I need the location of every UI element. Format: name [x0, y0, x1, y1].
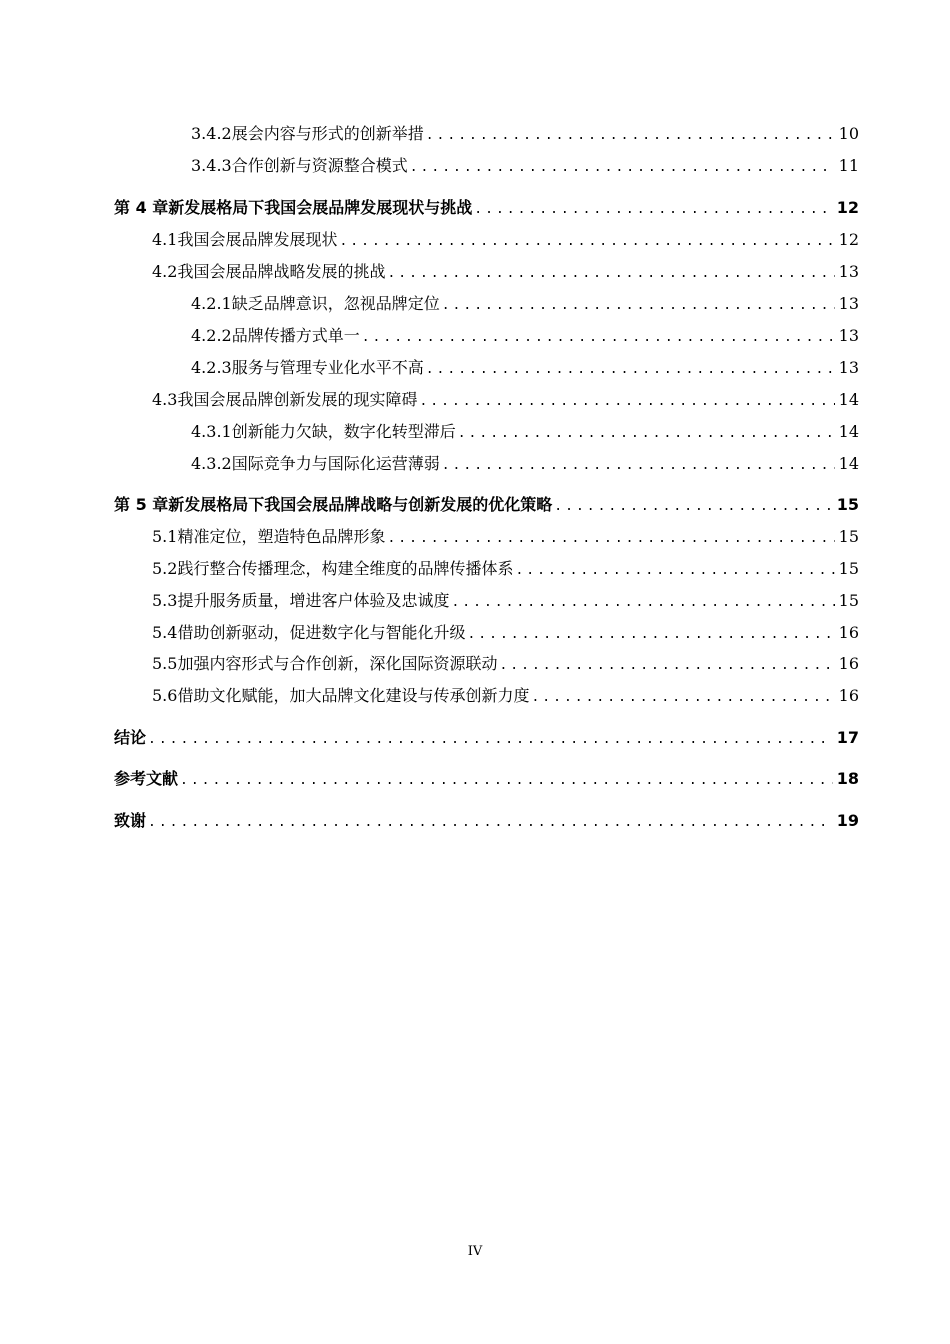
toc-title: 提升服务质量，增进客户体验及忠诚度	[177, 591, 450, 610]
toc-entry-chapter[interactable]	[114, 195, 859, 217]
toc-title: 品牌传播方式单一	[231, 326, 360, 345]
toc-number: 4.2.2	[191, 326, 232, 345]
toc-leader-dots	[499, 658, 834, 673]
toc-leader-dots	[515, 563, 834, 578]
toc-entry[interactable]	[152, 620, 859, 642]
toc-entry[interactable]	[191, 291, 859, 313]
toc-leader-dots	[554, 499, 832, 514]
toc-entry[interactable]	[191, 419, 859, 441]
toc-page-number: 15	[836, 495, 859, 514]
toc-page-number: 14	[838, 422, 859, 441]
toc-title: 展会内容与形式的创新举措	[231, 124, 424, 143]
toc-number: 5.2	[152, 559, 178, 578]
toc-page-number: 16	[838, 686, 859, 705]
toc-page-number: 17	[836, 728, 859, 747]
toc-title: 新发展格局下我国会展品牌发展现状与挑战	[168, 198, 473, 217]
toc-leader-dots	[531, 690, 834, 705]
toc-title: 借助文化赋能，加大品牌文化建设与传承创新力度	[177, 686, 530, 705]
toc-leader-dots	[387, 531, 834, 546]
toc-page-number: 15	[838, 591, 859, 610]
toc-title: 践行整合传播理念，构建全维度的品牌传播体系	[177, 559, 514, 578]
toc-number: 4.1	[152, 230, 178, 249]
toc-title: 合作创新与资源整合模式	[231, 156, 408, 175]
toc-title: 借助创新驱动，促进数字化与智能化升级	[177, 623, 466, 642]
toc-page-number: 11	[838, 156, 859, 175]
toc-number: 4.2.1	[191, 294, 232, 313]
toc-number: 3.4.3	[191, 156, 232, 175]
toc-page-number: 12	[838, 230, 859, 249]
toc-entry[interactable]	[191, 323, 859, 345]
toc-leader-dots	[474, 202, 832, 217]
toc-leader-dots	[442, 458, 835, 473]
toc-leader-dots	[410, 160, 835, 175]
toc-entry[interactable]	[191, 121, 859, 143]
toc-entry[interactable]	[152, 588, 859, 610]
toc-number: 5.3	[152, 591, 178, 610]
toc-leader-dots	[180, 773, 833, 788]
toc-leader-dots	[426, 128, 835, 143]
toc-leader-dots	[467, 627, 834, 642]
toc-title: 加强内容形式与合作创新，深化国际资源联动	[177, 654, 498, 673]
toc-entry[interactable]	[152, 259, 859, 281]
toc-page-number: 14	[838, 390, 859, 409]
toc-entry-acknowledgements[interactable]	[114, 808, 859, 830]
toc-number: 5.5	[152, 654, 178, 673]
toc-number: 4.3.2	[191, 454, 232, 473]
toc-number: 5.4	[152, 623, 178, 642]
toc-entry[interactable]	[152, 651, 859, 673]
toc-title: 致谢	[114, 811, 147, 830]
toc-number: 4.2	[152, 262, 178, 281]
toc-page-number: 16	[838, 654, 859, 673]
toc-page-number: 10	[838, 124, 859, 143]
toc-entry[interactable]	[191, 153, 859, 175]
toc-entry-references[interactable]	[114, 766, 859, 788]
toc-page-number: 19	[836, 811, 859, 830]
toc-page-number: 13	[838, 262, 859, 281]
toc-title: 参考文献	[114, 769, 179, 788]
toc-title: 国际竞争力与国际化运营薄弱	[231, 454, 440, 473]
toc-leader-dots	[458, 426, 835, 441]
toc-number: 5.1	[152, 527, 178, 546]
toc-leader-dots	[419, 394, 834, 409]
toc-entry[interactable]	[191, 451, 859, 473]
toc-page-number: 14	[838, 454, 859, 473]
toc-page-number: 15	[838, 527, 859, 546]
toc-page-number: 13	[838, 326, 859, 345]
toc-number: 4.3	[152, 390, 178, 409]
toc-page-number: 16	[838, 623, 859, 642]
toc-page-number: 15	[838, 559, 859, 578]
toc-title: 我国会展品牌发展现状	[177, 230, 338, 249]
toc-title: 精准定位，塑造特色品牌形象	[177, 527, 386, 546]
toc-number: 第 5 章	[114, 495, 169, 514]
toc-entry[interactable]	[152, 556, 859, 578]
toc-entry[interactable]	[152, 387, 859, 409]
toc-title: 新发展格局下我国会展品牌战略与创新发展的优化策略	[168, 495, 553, 514]
toc-page-number: 13	[838, 358, 859, 377]
toc-leader-dots	[451, 595, 834, 610]
toc-number: 4.3.1	[191, 422, 232, 441]
toc-number: 5.6	[152, 686, 178, 705]
toc-number: 第 4 章	[114, 198, 169, 217]
toc-entry[interactable]	[191, 355, 859, 377]
toc-number: 3.4.2	[191, 124, 232, 143]
toc-leader-dots	[362, 330, 835, 345]
toc-leader-dots	[148, 732, 833, 747]
toc-title: 结论	[114, 728, 147, 747]
toc-number: 4.2.3	[191, 358, 232, 377]
toc-leader-dots	[148, 815, 833, 830]
toc-title: 我国会展品牌战略发展的挑战	[177, 262, 386, 281]
toc-leader-dots	[426, 362, 835, 377]
toc-title: 我国会展品牌创新发展的现实障碍	[177, 390, 418, 409]
toc-title: 创新能力欠缺，数字化转型滞后	[231, 422, 456, 441]
toc-page-number: 12	[836, 198, 859, 217]
toc-entry-chapter[interactable]	[114, 492, 859, 514]
toc-leader-dots	[442, 298, 835, 313]
toc-entry[interactable]	[152, 524, 859, 546]
toc-title: 服务与管理专业化水平不高	[231, 358, 424, 377]
toc-entry[interactable]	[152, 227, 859, 249]
toc-page-number: 13	[838, 294, 859, 313]
page-footer-number: IV	[467, 1244, 483, 1259]
toc-entry-conclusion[interactable]	[114, 725, 859, 747]
toc-leader-dots	[387, 266, 834, 281]
toc-entry[interactable]	[152, 683, 859, 705]
toc-page-number: 18	[836, 769, 859, 788]
toc-leader-dots	[339, 234, 834, 249]
toc-title: 缺乏品牌意识，忽视品牌定位	[231, 294, 440, 313]
